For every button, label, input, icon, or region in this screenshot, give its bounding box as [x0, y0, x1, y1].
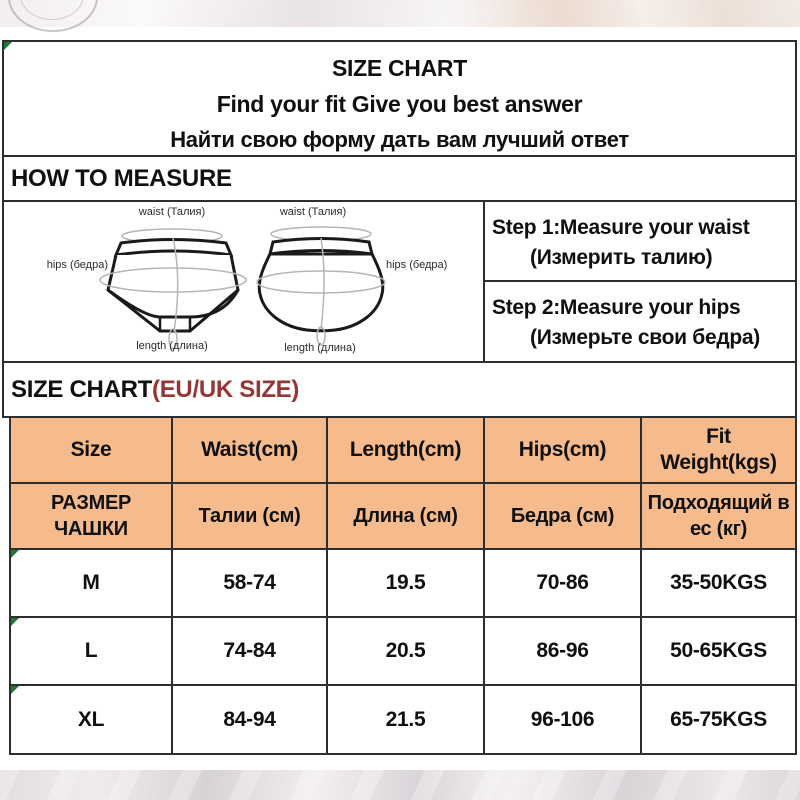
step-2-text-ru: (Измерьте свои бедра)	[530, 326, 760, 349]
green-corner-marker-icon	[11, 686, 19, 694]
title-box	[2, 40, 797, 157]
header-waist: Waist(cm)	[173, 418, 328, 484]
table-row-m-length: 19.5	[328, 550, 485, 618]
left-hips-label: hips (бедра)	[46, 259, 108, 271]
table-row-m-waist: 58-74	[173, 550, 328, 618]
header-hips: Hips(cm)	[485, 418, 642, 484]
right-hips-label: hips (бедра)	[386, 259, 448, 271]
right-waist-label: waist (Талия)	[279, 206, 347, 218]
step-1-cell	[485, 202, 795, 282]
subtitle-ru: Найти свою форму дать вам лучший ответ	[170, 127, 629, 152]
step-1-text-ru: (Измерить талию)	[530, 246, 713, 269]
size-chart-heading-black: SIZE CHART	[11, 376, 153, 403]
fabric-texture-bottom	[0, 770, 800, 800]
table-row-xl-size	[11, 686, 173, 753]
table-row-m-size	[11, 550, 173, 618]
tape-measure-coil-outline	[8, 0, 98, 32]
page-title: SIZE CHART	[331, 55, 467, 81]
table-row-l-waist: 74-84	[173, 618, 328, 686]
header-fit-weight: Fit Weight(kgs)	[642, 418, 795, 484]
panty-diagram-boyshort	[255, 210, 395, 360]
size-chart-heading	[4, 363, 795, 416]
left-length-label: length (длина)	[136, 340, 208, 352]
table-row-l-size	[11, 618, 173, 686]
green-corner-marker-icon	[11, 550, 19, 558]
table-row-xl-length: 21.5	[328, 686, 485, 753]
header-fit-weight-ru: Подходящий в ес (кг)	[642, 484, 795, 550]
green-corner-marker-icon	[4, 42, 12, 50]
table-row-m-hips: 70-86	[485, 550, 642, 618]
how-to-measure-title: HOW TO MEASURE	[11, 165, 232, 192]
fabric-texture-top	[0, 0, 800, 27]
panty-diagram-brief	[95, 210, 255, 360]
cell-value: L	[84, 639, 98, 662]
table-row-xl-weight: 65-75KGS	[642, 686, 795, 753]
size-chart-heading-red: (EU/UK SIZE)	[152, 376, 300, 403]
measure-steps-column	[483, 202, 795, 361]
step-2-text-en: Step 2:Measure your hips	[492, 296, 741, 319]
header-waist-ru: Талии (см)	[173, 484, 328, 550]
table-row-xl-hips: 96-106	[485, 686, 642, 753]
table-row-l-hips: 86-96	[485, 618, 642, 686]
header-hips-ru: Бедра (см)	[485, 484, 642, 550]
step-1-text-en: Step 1:Measure your waist	[492, 216, 750, 239]
cell-value: M	[82, 571, 100, 594]
size-chart-heading-box	[2, 361, 797, 418]
header-length-ru: Длина (см)	[328, 484, 485, 550]
table-row-l-weight: 50-65KGS	[642, 618, 795, 686]
size-table	[9, 416, 797, 755]
how-to-measure-box	[2, 155, 797, 202]
header-length: Length(cm)	[328, 418, 485, 484]
table-row-m-weight: 35-50KGS	[642, 550, 795, 618]
left-waist-label: waist (Талия)	[138, 206, 206, 218]
green-corner-marker-icon	[11, 618, 19, 626]
tape-measure-coil-inner-outline	[20, 0, 84, 20]
table-row-l-length: 20.5	[328, 618, 485, 686]
right-length-label: length (длина)	[284, 342, 356, 354]
table-row-xl-waist: 84-94	[173, 686, 328, 753]
cell-value: XL	[77, 707, 105, 731]
subtitle-en: Find your fit Give you best answer	[216, 91, 583, 117]
header-size-ru: РАЗМЕР ЧАШКИ	[11, 484, 173, 550]
step-2-cell	[485, 282, 795, 353]
header-size: Size	[11, 418, 173, 484]
